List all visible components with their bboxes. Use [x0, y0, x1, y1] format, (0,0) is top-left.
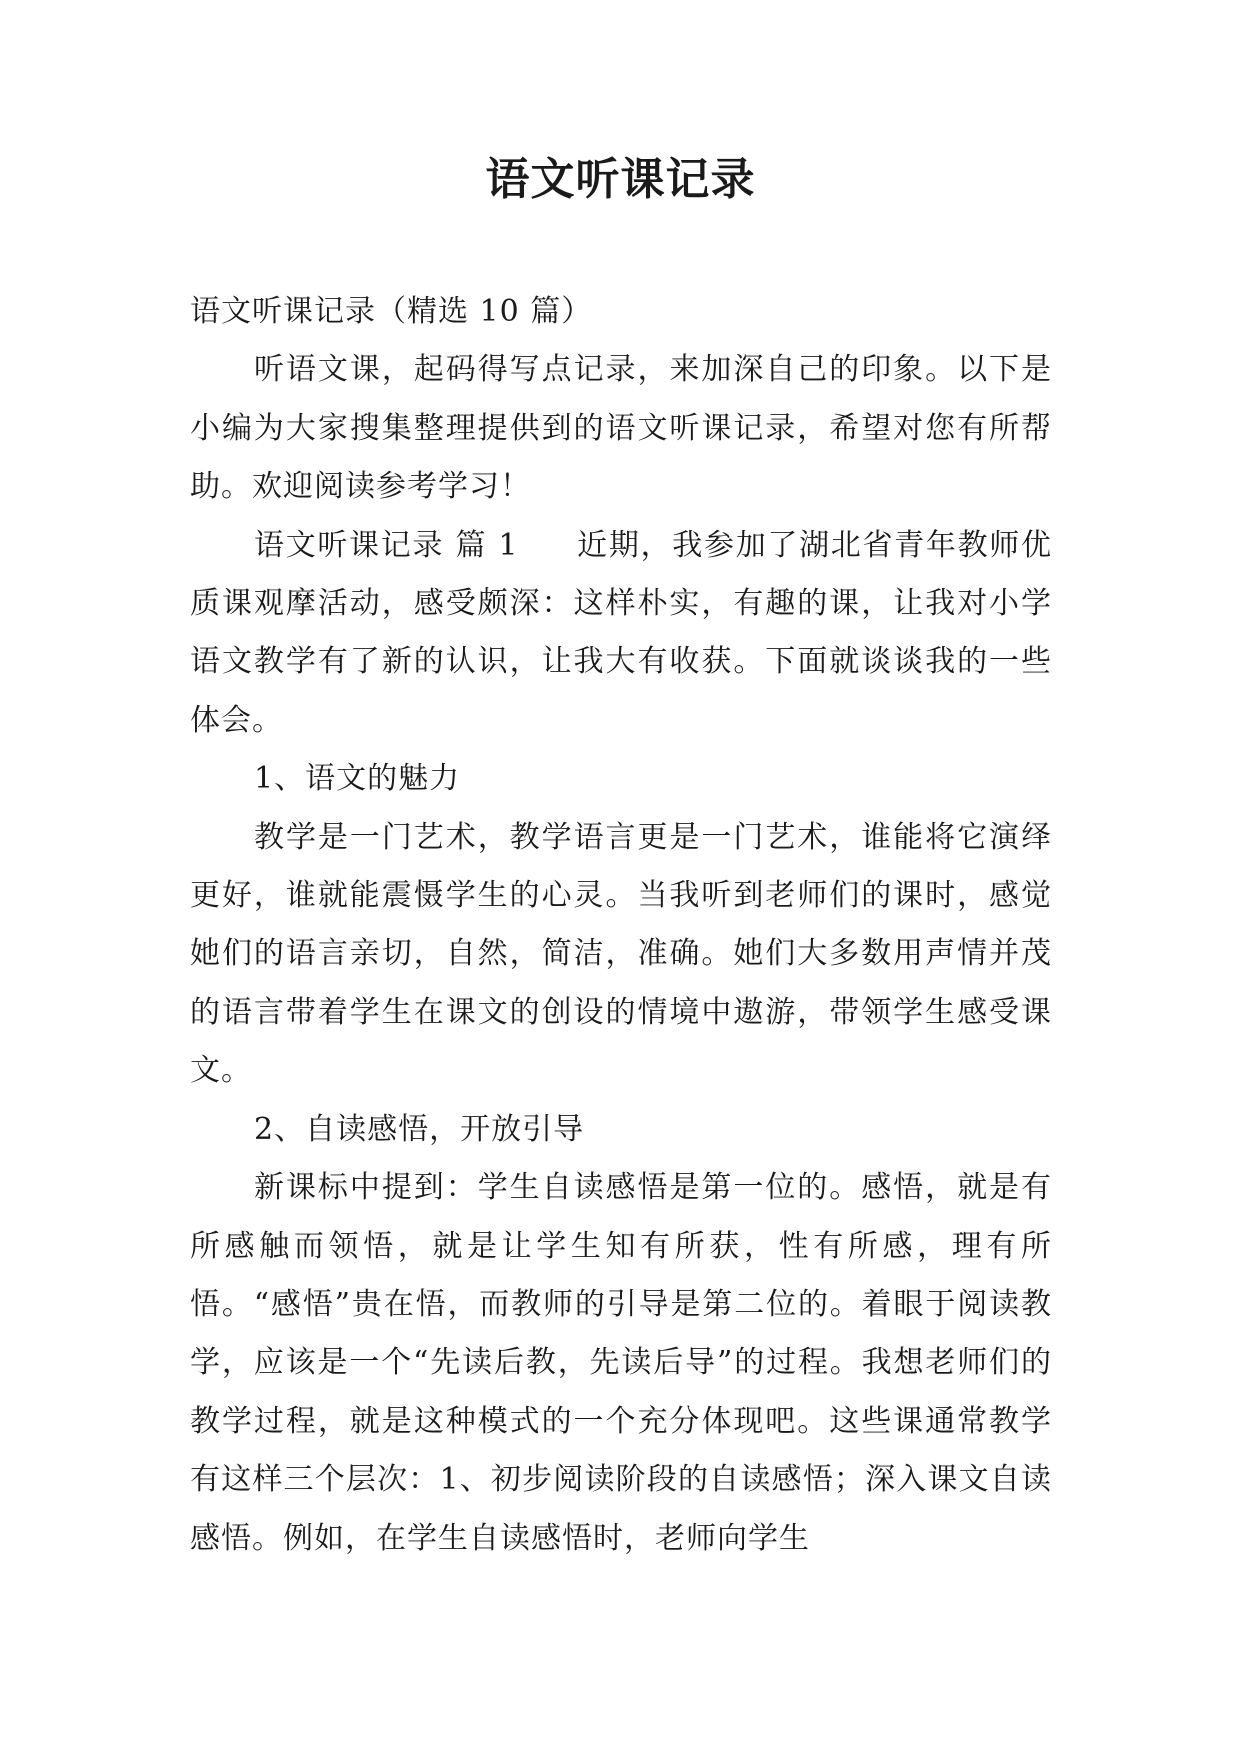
- document-subtitle: 语文听课记录（精选 10 篇）: [190, 294, 593, 329]
- document-body: [190, 283, 1052, 1568]
- intro-paragraph: 听语文课，起码得写点记录，来加深自己的印象。以下是小编为大家搜集整理提供到的语文听课记录，希望对您有所帮助。欢迎阅读参考学习！: [190, 352, 1052, 505]
- document-title: 语文听课记录: [485, 154, 756, 205]
- point-2-heading: 2、自读感悟，开放引导: [254, 1111, 585, 1147]
- section-1-heading: 语文听课记录 篇 1: [254, 527, 519, 563]
- section-1-text: 近期，我参加了湖北省青年教师优质课观摩活动，感受颇深：这样朴实，有趣的课，让我对小学语文教学有了新的认识，让我大有收获。下面就谈谈我的一些体会。: [190, 527, 1053, 738]
- point-1-heading: 1、语文的魅力: [254, 761, 461, 797]
- point-1-paragraph: 教学是一门艺术，教学语言更是一门艺术，谁能将它演绎更好，谁就能震慑学生的心灵。当我听到老师们的课时，感觉她们的语言亲切，自然，简洁，准确。她们大多数用声情并茂的语言带着学生在课文的创设的情境中遨游，带领学生感受课文。: [190, 819, 1052, 1089]
- point-2-paragraph: 新课标中提到：学生自读感悟是第一位的。感悟，就是有所感触而领悟，就是让学生知有所获，性有所感，理有所悟。“感悟”贵在悟，而教师的引导是第二位的。着眼于阅读教学，应该是一个“先读后教，先读后导”的过程。我想老师们的教学过程，就是这种模式的一个充分体现吧。这些课通常教学有这样三个层次：1、初步阅读阶段的自读感悟；深入课文自读感悟。例如，在学生自读感悟时，老师向学生: [190, 1170, 1052, 1556]
- section-1-paragraph: [190, 517, 1052, 751]
